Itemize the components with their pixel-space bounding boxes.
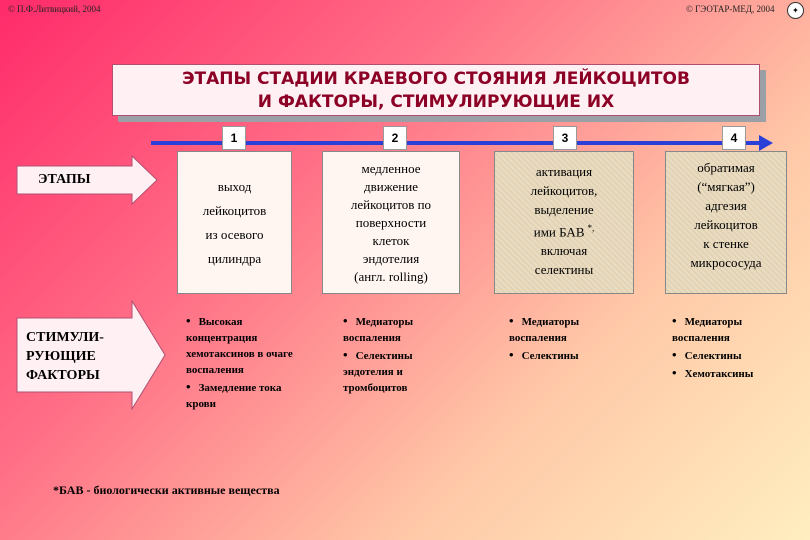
stage-number-2: 2	[383, 126, 407, 150]
stage-3-bav-text: ими БАВ	[533, 224, 585, 240]
factor-item: • Медиаторы воспаления	[509, 313, 619, 346]
stage-4-line: обратимая	[697, 160, 755, 175]
title-line-2: И ФАКТОРЫ, СТИМУЛИРУЮЩИЕ ИХ	[257, 92, 615, 112]
factor-list-3	[509, 313, 619, 364]
stages-label: ЭТАПЫ	[38, 172, 91, 187]
stage-3-line: селектины	[534, 262, 594, 278]
factor-item: • Селектины эндотелия и тромбоцитов	[343, 347, 453, 396]
factor-list-4	[672, 313, 797, 382]
stage-4-line: микрососуда	[690, 255, 762, 270]
stage-box-1	[177, 151, 292, 294]
stage-number-4: 4	[722, 126, 746, 150]
stage-2-line: эндотелия	[362, 250, 420, 266]
stage-2-line: лейкоцитов по	[350, 196, 432, 212]
stage-4-line: к стенке	[703, 236, 749, 251]
stage-2-line: клеток	[372, 232, 410, 248]
stage-2-line: медленное	[361, 160, 421, 176]
stage-3-line: лейкоцитов,	[530, 183, 598, 198]
stage-4-line: лейкоцитов	[694, 217, 758, 232]
factor-list-2	[343, 313, 453, 396]
factor-item: • Замедление тока крови	[186, 379, 311, 412]
stage-1-line: лейкоцитов	[202, 202, 267, 218]
factor-list-1	[186, 313, 311, 412]
stage-number-1: 1	[222, 126, 246, 150]
stage-2-line: движение	[364, 178, 418, 194]
factors-label-line-1: СТИМУЛИ-	[26, 330, 104, 345]
timeline-arrowhead	[759, 135, 773, 151]
factors-label-line-2: РУЮЩИЕ	[26, 349, 96, 364]
stage-1-line: из осевого	[205, 226, 264, 242]
stage-4-line: (“мягкая”)	[697, 179, 755, 194]
stage-3-line	[531, 219, 598, 241]
stage-1-line: выход	[217, 178, 252, 194]
stage-3-line: активация	[535, 164, 593, 179]
footnote-mark: *,	[587, 223, 595, 233]
right-copyright: © ГЭОТАР-МЕД, 2004	[686, 4, 775, 14]
factor-item: • Хемотаксины	[672, 365, 797, 382]
stages-arrow	[16, 155, 158, 205]
stage-box-2	[322, 151, 460, 294]
stage-box-3	[494, 151, 634, 294]
stage-box-4	[665, 151, 787, 294]
title-line-1: ЭТАПЫ СТАДИИ КРАЕВОГО СТОЯНИЯ ЛЕЙКОЦИТОВ	[182, 69, 690, 89]
stage-3-line: включая	[540, 243, 588, 259]
stage-1-line: цилиндра	[207, 250, 262, 266]
factor-item: • Высокая концентрация хемотаксинов в очаге воспаления	[186, 313, 311, 378]
left-copyright: © П.Ф.Литвицкий, 2004	[8, 4, 101, 14]
footnote: *БАВ - биологически активные вещества	[53, 483, 280, 497]
slide-title	[112, 64, 760, 116]
factors-label-line-3: ФАКТОРЫ	[26, 368, 100, 383]
factors-arrow	[16, 300, 166, 410]
stage-2-line: поверхности	[355, 214, 427, 230]
factor-item: • Селектины	[672, 347, 797, 364]
stage-number-3: 3	[553, 126, 577, 150]
publisher-logo-icon: ✦	[787, 2, 804, 19]
factor-item: • Медиаторы воспаления	[343, 313, 453, 346]
stage-2-line: (англ. rolling)	[354, 268, 428, 284]
stage-4-line: адгезия	[705, 198, 747, 213]
factor-item: • Селектины	[509, 347, 619, 364]
factors-label	[26, 328, 104, 385]
factor-item: • Медиаторы воспаления	[672, 313, 797, 346]
stage-3-line: выделение	[534, 202, 594, 217]
